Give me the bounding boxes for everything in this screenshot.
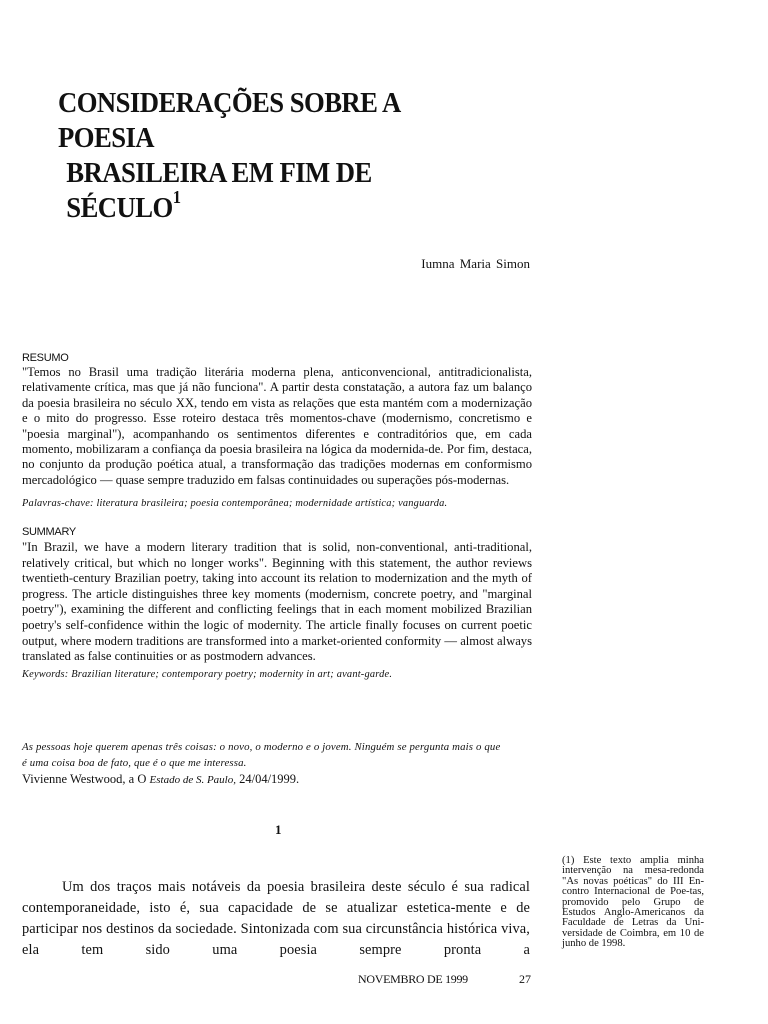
attribution-date: 24/04/1999. <box>235 772 300 786</box>
resumo-keywords: Palavras-chave: literatura brasileira; poesia contemporânea; modernidade artística; vanguarda. <box>22 498 448 509</box>
article-title <box>58 86 490 226</box>
summary-text: "In Brazil, we have a modern literary tradition that is solid, non-conventional, anti-traditional, relatively critical, but which no longer works". Beginning with this statement, the author reviews twentieth-century Brazilian poetry, taking into account its relation to modernization and the myth of progress. The article distinguishes three key moments (modernism, concrete poetry, and "marginal poetry"), examining the different and conflicting feelings that in each moment mobilized Brazilian poetry's self-confidence within the logic of modernity. The article finally focuses on current poetic output, where modern traditions are transformed into a market-oriented conformity — almost always translated as false continuities or as postmodern advances. <box>22 540 532 664</box>
attribution-source: Estado de S. Paulo, <box>149 774 236 786</box>
resumo-text: "Temos no Brasil uma tradição literária moderna plena, anticonvencional, antitradicionalista, relativamente crítica, mas que já não funciona". A partir desta constatação, a autora faz um balanço da poesia brasileira no século XX, tendo em vista as relações que esta mantém com a modernização e o mito do progresso. Esse roteiro destaca três momentos-chave (modernismo, concretismo e "poesia marginal"), acompanhando os sentimentos diferentes e contraditórios que, em cada momento, mobilizaram a confiança da poesia brasileira na lógica da modernida-de. Por fim, destaca, no conjunto da produção poética atual, a transformação das tradições modernas em conformismo mercadológico — quase sempre traduzido em falsas continuidades ou superações pós-modernas. <box>22 365 532 487</box>
author-name: Iumna Maria Simon <box>421 256 530 271</box>
page-number: 27 <box>519 972 531 986</box>
body-paragraph: Um dos traços mais notáveis da poesia brasileira deste século é sua radical contemporaneidade, isto é, sua capacidade de se atualizar estetica-mente e de participar nos destinos da sociedade. Sintonizada com sua circunstância histórica viva, ela tem sido uma poesia sempre pronta a <box>22 879 530 958</box>
title-line-2 <box>58 156 490 226</box>
resumo-heading: RESUMO <box>22 352 69 364</box>
section-number: 1 <box>275 822 282 837</box>
body-text <box>22 877 530 961</box>
footer-issue: NOVEMBRO DE 1999 <box>358 972 468 986</box>
title-line-2-text: BRASILEIRA EM FIM DE SÉCULO <box>66 157 372 224</box>
attribution-prefix: Vivienne Westwood, a O <box>22 772 150 786</box>
epigraph-attribution <box>22 772 299 787</box>
summary-keywords: Keywords: Brazilian literature; contemporary poetry; modernity in art; avant-garde. <box>22 669 393 680</box>
title-line-1: CONSIDERAÇÕES SOBRE A POESIA <box>58 87 400 154</box>
title-footnote-marker: 1 <box>172 187 181 207</box>
summary-heading: SUMMARY <box>22 526 76 538</box>
footnote: (1) Este texto amplia minha intervenção na mesa-redonda "As novas poéticas" do III En-contro Internacional de Poe-tas, promovido pelo Grupo de Estudos Anglo-Americanos da Faculdade de Letras da Uni-versidade de Coimbra, em 10 de junho de 1998. <box>562 855 704 950</box>
epigraph-quote: As pessoas hoje querem apenas três coisas: o novo, o moderno e o jovem. Ninguém se pergunta mais o que é uma coisa boa de fato, que é o que me interessa. <box>22 741 501 769</box>
